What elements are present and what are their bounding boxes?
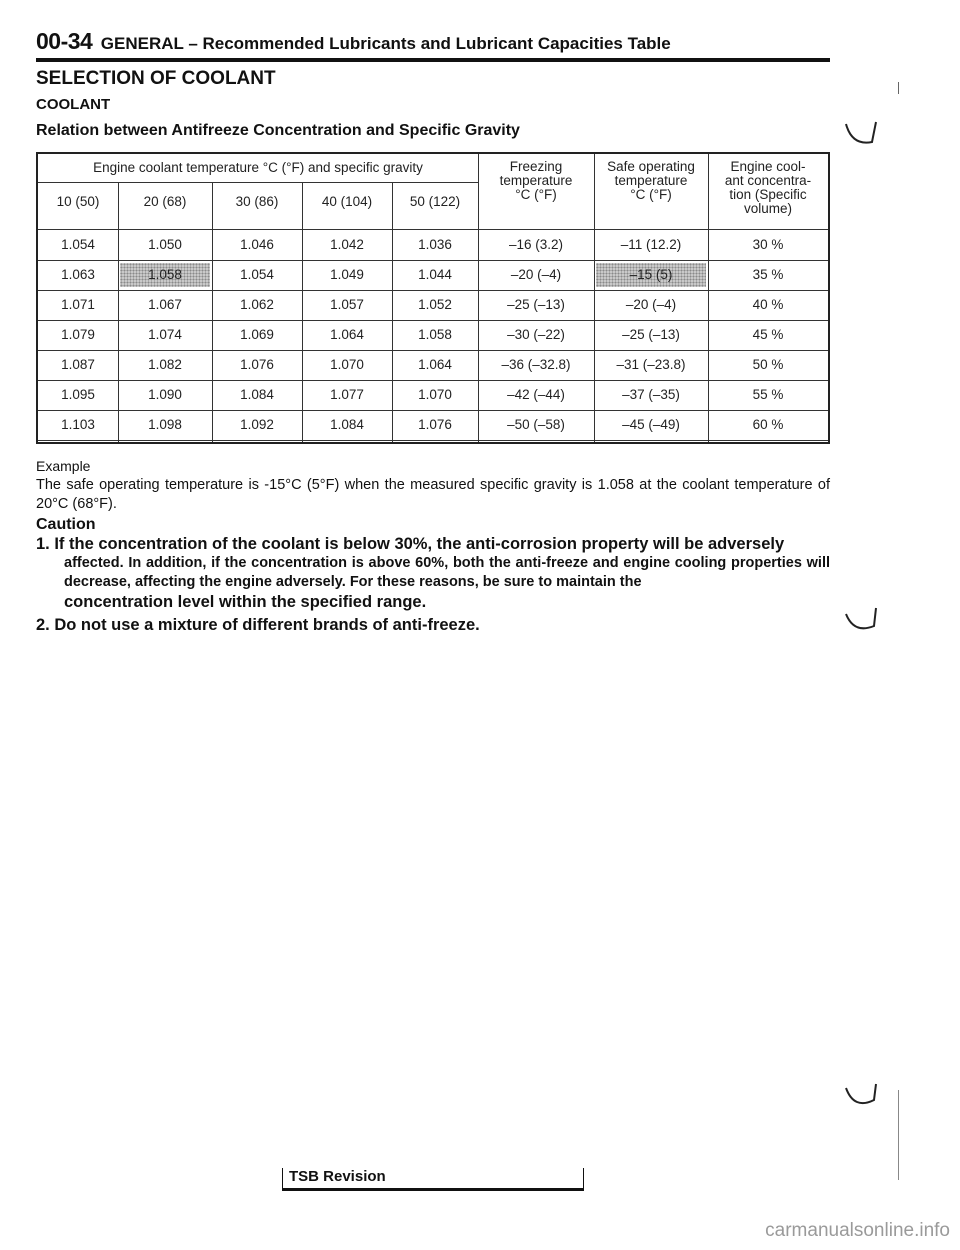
table-cell: 1.063 (61, 267, 95, 282)
row-divider (38, 440, 828, 441)
temp-column-header: 50 (122) (409, 194, 461, 209)
freezing-temp-header: °C (°F) (515, 187, 557, 202)
table-cell: 40 % (752, 297, 784, 312)
safe-temp-header: temperature (614, 173, 688, 188)
temp-column-header: 20 (68) (143, 194, 187, 209)
table-cell: 1.058 (418, 327, 452, 342)
binding-mark-icon (842, 600, 882, 640)
table-cell: 1.095 (61, 387, 95, 402)
caution-label: Caution (36, 516, 96, 533)
freezing-temp-header: Freezing (509, 159, 563, 174)
row-divider (38, 380, 828, 381)
tsb-revision-label: TSB Revision (289, 1168, 386, 1185)
table-cell: 60 % (752, 417, 784, 432)
column-divider (302, 182, 303, 442)
table-cell: 1.079 (61, 327, 95, 342)
column-divider (212, 182, 213, 442)
caution-item-1-end: concentration level within the specified range. (64, 593, 427, 611)
group-header: Engine coolant temperature °C (°F) and specific gravity (93, 160, 423, 175)
tsb-revision-box (282, 1168, 584, 1191)
table-cell: 1.084 (330, 417, 364, 432)
example-text: The safe operating temperature is -15°C (5°F) when the measured specific gravity is 1.058 at the coolant temperature of 20°C (68°F). (36, 477, 830, 512)
table-cell: 1.092 (240, 417, 274, 432)
watermark: carmanualsonline.info (765, 1220, 950, 1241)
header-divider (38, 182, 478, 183)
row-divider (38, 260, 828, 261)
table-cell: 1.064 (330, 327, 364, 342)
table-cell: 30 % (752, 237, 784, 252)
table-cell: –45 (–49) (622, 417, 680, 432)
table-cell: 1.046 (240, 237, 274, 252)
table-cell: 1.076 (418, 417, 452, 432)
binding-mark-icon (842, 1076, 882, 1116)
concentration-header: Engine cool- (730, 159, 806, 174)
table-cell: –11 (12.2) (620, 237, 682, 252)
table-cell: 1.076 (240, 357, 274, 372)
table-cell: 1.052 (418, 297, 452, 312)
table-cell: –20 (–4) (625, 297, 677, 312)
table-cell: 1.074 (148, 327, 182, 342)
row-divider (38, 410, 828, 411)
table-cell: 1.084 (240, 387, 274, 402)
table-cell: –30 (–22) (507, 327, 565, 342)
freezing-temp-header: temperature (499, 173, 573, 188)
table-cell: –50 (–58) (507, 417, 565, 432)
scan-line (898, 1090, 899, 1180)
table-cell: –36 (–32.8) (501, 357, 571, 372)
table-cell: –20 (–4) (510, 267, 562, 282)
table-cell: 1.090 (148, 387, 182, 402)
row-divider (38, 350, 828, 351)
table-cell: 1.082 (148, 357, 182, 372)
table-cell: 55 % (752, 387, 784, 402)
safe-temp-header: °C (°F) (630, 187, 672, 202)
table-title: Relation between Antifreeze Concentration and Specific Gravity (36, 122, 520, 139)
row-divider (38, 290, 828, 291)
caution-item-1-continuation: affected. In addition, if the concentration is above 60%, both the anti-freeze and engine cooling properties will decrease, affecting the engine adversely. For these reasons, be sure to maintain the (64, 555, 830, 590)
column-divider (118, 182, 119, 442)
coolant-table (36, 152, 830, 444)
table-cell: –15 (5) (629, 267, 673, 282)
caution-list (36, 534, 830, 636)
table-cell: 1.036 (418, 237, 452, 252)
table-cell: –25 (–13) (507, 297, 565, 312)
table-cell: 1.071 (61, 297, 95, 312)
table-cell: –25 (–13) (622, 327, 680, 342)
caution-item-1-lead: 1. If the concentration of the coolant is below 30%, the anti-corrosion property will be adversely (36, 535, 785, 553)
table-cell: 35 % (752, 267, 784, 282)
table-cell: 1.062 (240, 297, 274, 312)
table-cell: –42 (–44) (507, 387, 565, 402)
table-cell: –16 (3.2) (508, 237, 564, 252)
scan-tick (898, 82, 899, 94)
row-divider (38, 320, 828, 321)
example-label: Example (36, 458, 91, 474)
temp-column-header: 10 (50) (56, 194, 100, 209)
concentration-header: volume) (743, 201, 792, 216)
concentration-header: ant concentra- (724, 173, 812, 188)
table-cell: 1.069 (240, 327, 274, 342)
table-cell: 1.058 (148, 267, 182, 282)
table-cell: –31 (–23.8) (616, 357, 686, 372)
section-title: SELECTION OF COOLANT (36, 68, 276, 89)
table-cell: 1.054 (240, 267, 274, 282)
subsection-title: COOLANT (36, 96, 111, 113)
table-cell: 1.067 (148, 297, 182, 312)
table-cell: 1.070 (418, 387, 452, 402)
concentration-header: tion (Specific (729, 187, 807, 202)
temp-column-header: 40 (104) (321, 194, 373, 209)
column-divider (392, 182, 393, 442)
table-cell: 1.044 (418, 267, 452, 282)
page-header-title: GENERAL – Recommended Lubricants and Lubricant Capacities Table (100, 34, 671, 53)
table-cell: 1.049 (330, 267, 364, 282)
temp-column-header: 30 (86) (235, 194, 279, 209)
caution-item-2: 2. Do not use a mixture of different brands of anti-freeze. (36, 616, 480, 634)
table-cell: 1.103 (61, 417, 95, 432)
page-code: 00-34 (36, 28, 93, 54)
table-cell: 1.077 (330, 387, 364, 402)
safe-temp-header: Safe operating (607, 159, 695, 174)
table-cell: 1.070 (330, 357, 364, 372)
table-cell: 1.054 (61, 237, 95, 252)
row-divider (38, 229, 828, 230)
table-cell: 1.098 (148, 417, 182, 432)
table-cell: 1.042 (330, 237, 364, 252)
table-cell: 1.050 (148, 237, 182, 252)
table-cell: 1.057 (330, 297, 364, 312)
binding-mark-icon (842, 114, 882, 154)
page-header (36, 28, 830, 62)
table-cell: 50 % (752, 357, 784, 372)
caution-item-1 (36, 534, 830, 612)
table-cell: 45 % (752, 327, 784, 342)
table-cell: 1.064 (418, 357, 452, 372)
table-cell: 1.087 (61, 357, 95, 372)
table-cell: –37 (–35) (622, 387, 680, 402)
